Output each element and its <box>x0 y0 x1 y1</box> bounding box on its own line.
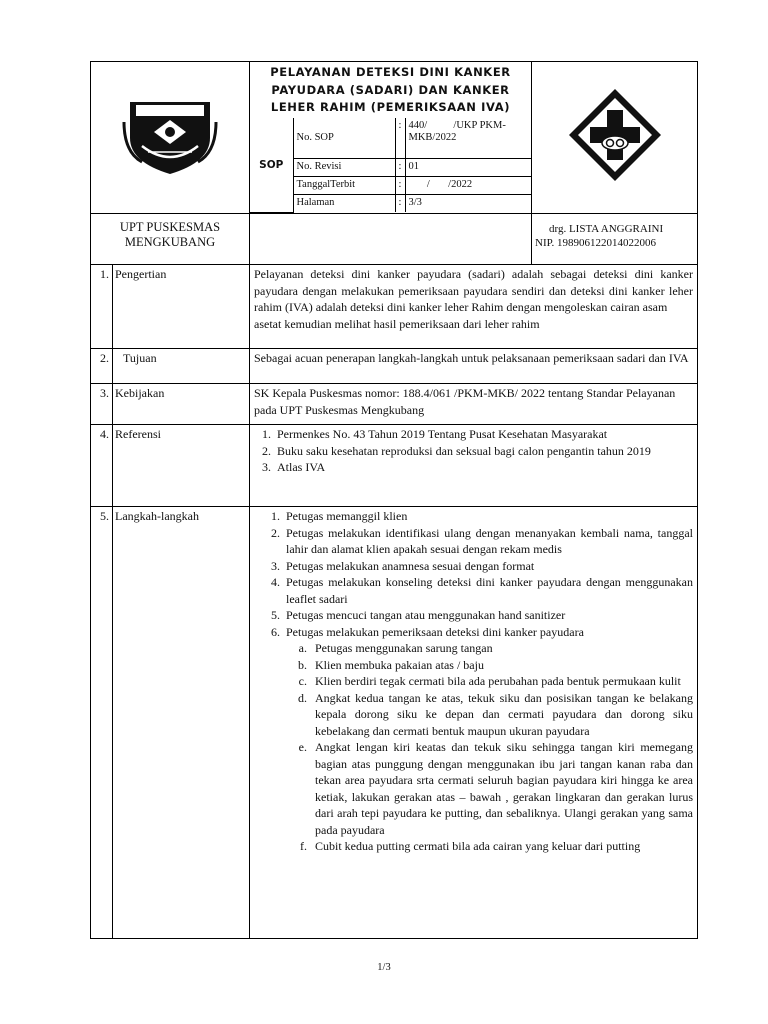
list-item: e. Angkat lengan kiri keatas dan tekuk siku sehingga tangan kiri memegang bagian atas punggung dengan menggunakan ibu jari tangan kanan raba dan tekan area payudara srta cermati seluruh bagian payudara kiri hingga ke area ketiak, lakukan gerakan atas – bawah , gerakan lingkaran dan gerakan lurus dari arah tepi payudara ke putting, dan sebaliknya. Ulangi gerakan yang sama pada payudara <box>310 739 693 838</box>
puskesmas-logo-icon <box>565 85 665 185</box>
list-item: f. Cubit kedua putting cermati bila ada cairan yang keluar dari putting <box>310 838 693 855</box>
info-colon: : <box>395 118 405 158</box>
section-number: 4. <box>91 425 113 507</box>
signature-block <box>532 214 698 265</box>
section-content-pengertian <box>250 265 698 349</box>
section-content-langkah <box>250 507 698 939</box>
list-item: 2. Buku saku kesehatan reproduksi dan seksual bagi calon pengantin tahun 2019 <box>274 443 693 460</box>
section-label-kebijakan: Kebijakan <box>113 384 250 425</box>
paragraph: Pelayanan deteksi dini kanker payudara (sadari) adalah sebagai deteksi dini kanker payudara dengan melakukan pemeriksaan payudara sendiri dan deteksi dini kanker leher rahim (IVA) adalah deteksi dini kanker leher Rahim dengan mengoleskan cairan asam <box>254 267 693 314</box>
sop-label: SOP <box>250 118 293 212</box>
list-item: 3. Petugas melakukan anamnesa sesuai dengan format <box>283 558 693 575</box>
section-content-tujuan <box>250 349 698 384</box>
section-label-pengertian: Pengertian <box>113 265 250 349</box>
regency-logo-cell <box>91 62 250 214</box>
info-colon: : <box>395 176 405 194</box>
paragraph: Sebagai acuan penerapan langkah-langkah untuk pelaksanaan pemeriksaan sadari dan IVA <box>254 351 689 365</box>
list-item: 5. Petugas mencuci tangan atau menggunakan hand sanitizer <box>283 607 693 624</box>
signatory-name: drg. LISTA ANGGRAINI <box>549 223 664 235</box>
info-label-no-sop: No. SOP <box>293 118 395 158</box>
info-label-tanggal-terbit: TanggalTerbit <box>293 176 395 194</box>
section-content-kebijakan <box>250 384 698 425</box>
section-label-tujuan: Tujuan <box>113 349 250 384</box>
info-value-halaman: 3/3 <box>405 194 531 212</box>
list-item-text: Petugas melakukan pemeriksaan deteksi dini kanker payudara <box>286 624 584 639</box>
unit-name-line2: MENGKUBANG <box>124 235 216 249</box>
unit-name-line1: UPT PUSKESMAS <box>119 220 221 234</box>
sop-document <box>90 61 697 939</box>
info-value-no-sop: 440/ /UKP PKM-MKB/2022 <box>405 118 531 158</box>
list-item: 4. Petugas melakukan konseling deteksi dini kanker payudara dengan menggunakan leaflet sadari <box>283 574 693 607</box>
list-item <box>283 624 693 855</box>
section-number: 1. <box>91 265 113 349</box>
info-colon: : <box>395 158 405 176</box>
info-colon: : <box>395 194 405 212</box>
section-label-langkah: Langkah-langkah <box>113 507 250 939</box>
list-item: 1. Petugas memanggil klien <box>283 508 693 525</box>
puskesmas-logo-cell <box>532 62 698 214</box>
info-value-no-revisi: 01 <box>405 158 531 176</box>
paragraph: SK Kepala Puskesmas nomor: 188.4/061 /PKM-MKB/ 2022 tentang Standar Pelayanan pada UPT Puskesmas Mengkubang <box>254 386 676 417</box>
list-item: 3. Atlas IVA <box>274 459 693 476</box>
list-item: c. Klien berdiri tegak cermati bila ada perubahan pada bentuk permukaan kulit <box>310 673 693 690</box>
list-item: 2. Petugas melakukan identifikasi ulang dengan menanyakan kembali nama, tanggal lahir dan alamat klien apakah sesuai dengan rekam medis <box>283 525 693 558</box>
list-item: b. Klien membuka pakaian atas / baju <box>310 657 693 674</box>
section-number: 5. <box>91 507 113 939</box>
page-number: 1/3 <box>377 962 391 973</box>
info-label-halaman: Halaman <box>293 194 395 212</box>
signatory-nip: NIP. 198906122014022006 <box>535 237 657 249</box>
section-number: 3. <box>91 384 113 425</box>
info-value-tanggal-terbit: / /2022 <box>405 176 531 194</box>
paragraph: asetat kemudian melihat hasil pemeriksaan dari leher rahim <box>254 316 540 331</box>
list-item: a. Petugas menggunakan sarung tangan <box>310 640 693 657</box>
section-content-referensi <box>250 425 698 507</box>
document-title: PELAYANAN DETEKSI DINI KANKER PAYUDARA (SADARI) DAN KANKER LEHER RAHIM (PEMERIKSAAN IVA) <box>270 65 511 114</box>
sop-info-table <box>250 118 531 213</box>
unit-name <box>91 214 250 265</box>
reference-list <box>254 426 693 476</box>
list-item: 1. Permenkes No. 43 Tahun 2019 Tentang Pusat Kesehatan Masyarakat <box>274 426 693 443</box>
blank-cell <box>250 214 532 265</box>
substeps-list <box>286 640 693 855</box>
list-item: d. Angkat kedua tangan ke atas, tekuk siku dan posisikan tangan ke belakang kepala dorong siku ke depan dan cermati payudara dan dorong siku kebelakang dan cermati bentuk maupun ukuran payudara <box>310 690 693 740</box>
sop-table <box>90 61 698 939</box>
steps-list <box>254 508 693 855</box>
info-label-no-revisi: No. Revisi <box>293 158 395 176</box>
section-number: 2. <box>91 349 113 384</box>
section-label-referensi: Referensi <box>113 425 250 507</box>
belitung-timur-emblem-icon <box>122 92 218 178</box>
